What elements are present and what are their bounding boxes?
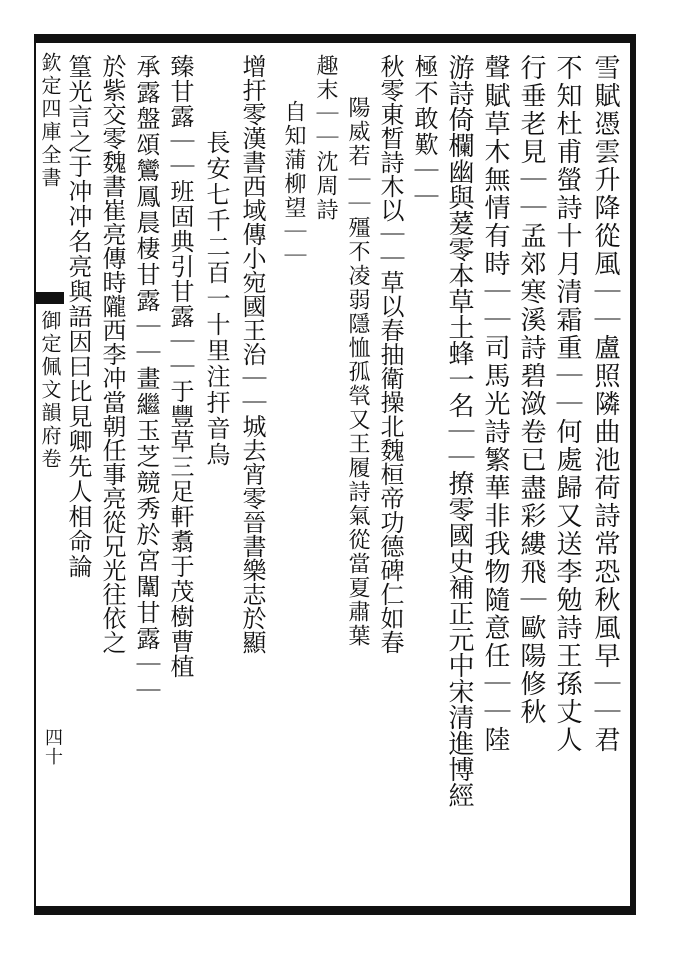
text-column-10: 自知蒲柳望｜｜	[281, 100, 306, 268]
fishtail-mark	[36, 292, 64, 304]
page-number: 四十	[42, 728, 63, 766]
text-column-13: 臻甘露｜｜班固典引甘露｜｜于豐草三足軒翥于茂樹曹植	[166, 54, 194, 679]
text-column-12: 長安七千二百一十里注扞音烏	[202, 130, 230, 468]
text-column-11: 增扞零漢書西域傳小宛國王治｜｜城去宵零晉書樂志於顯	[238, 54, 266, 654]
text-column-7: 秋零東晳詩木以｜｜草以春抽衛操北魏桓帝功德碑仁如春	[376, 54, 404, 654]
text-column-3: 行垂老見｜｜孟郊寒溪詩碧潋卷已盡彩縷飛｜歐陽修秋	[516, 54, 546, 726]
book-title: 欽定四庫全書	[38, 52, 62, 190]
text-column-8: 陽威若｜｜殭不凌弱隱恤孤煢又王履詩氣從當夏肅葉	[345, 96, 370, 648]
text-column-15: 於紫交零魏書崔亮傳時隴西李冲當朝任事亮從兄光往依之	[98, 54, 126, 654]
text-column-14: 承露盤頌鸞鳳晨棲甘露｜｜畫繼玉芝競秀於宮闈甘露｜｜	[132, 54, 160, 704]
text-column-9: 趣末｜｜沈周詩	[313, 54, 338, 222]
text-column-4: 聲賦草木無情有時｜｜司馬光詩繁華非我物隨意任｜｜陸	[480, 54, 510, 754]
text-column-5: 游詩倚欄幽與萲零本草土蜂一名｜｜撩零國史補正元中宋清進博經	[444, 54, 474, 808]
text-column-2: 不知杜甫螢詩十月清霜重｜｜何處歸又送李勉詩王孫丈人	[552, 54, 582, 754]
text-column-6: 極不敢歎｜｜	[410, 54, 438, 210]
text-column-1: 雪賦憑雲升降從風｜｜盧照隣曲池荷詩常恐秋風早｜｜君	[590, 54, 620, 754]
volume-title: 御定佩文韻府卷	[38, 310, 62, 471]
margin-rule	[34, 43, 36, 905]
text-column-16: 篁光言之于冲冲名亮與語因曰比見卿先人相命論	[64, 54, 92, 579]
